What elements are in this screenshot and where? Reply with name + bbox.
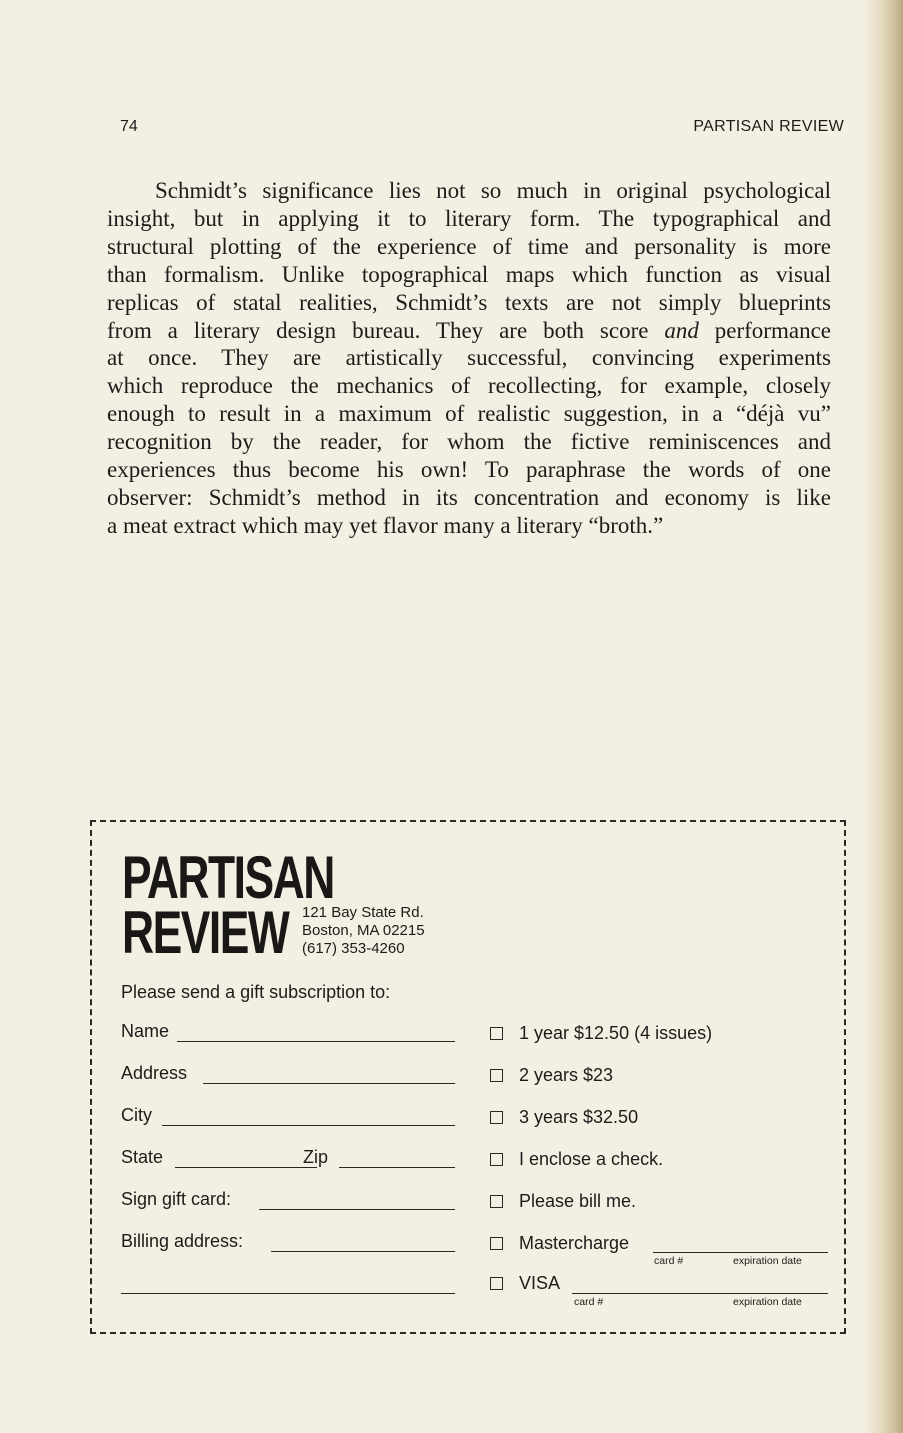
mastercharge-label: Mastercharge	[519, 1233, 630, 1253]
article-paragraph	[107, 177, 831, 540]
enclose-check-checkbox[interactable]	[490, 1153, 503, 1166]
publisher-address	[302, 904, 425, 958]
billing-address-label: Billing address:	[121, 1231, 244, 1251]
mastercharge-expiration-caption: expiration date	[733, 1255, 802, 1267]
text-line: enough to result in a maximum of realistic suggestion, in a “déjà vu”	[107, 401, 831, 427]
bill-me-checkbox[interactable]	[490, 1195, 503, 1208]
text-line-end: performance	[698, 317, 831, 343]
billing-address-extra-field[interactable]	[121, 1272, 455, 1298]
visa-expiration-caption: expiration date	[733, 1296, 802, 1308]
mastercharge-checkbox[interactable]	[490, 1237, 503, 1250]
billing-address-line	[271, 1251, 455, 1252]
mastercharge-card-line[interactable]	[653, 1252, 828, 1253]
sign-gift-card-label: Sign gift card:	[121, 1189, 232, 1209]
text-line: at once. They are artistically successful, convincing experiments	[107, 345, 831, 371]
text-line: a meat extract which may yet flavor many a literary “broth.”	[107, 512, 664, 538]
billing-address-field[interactable]	[121, 1230, 455, 1256]
text-line: observer: Schmidt’s method in its concentration and economy is like	[107, 484, 831, 510]
city-label: City	[121, 1105, 152, 1125]
one-year-checkbox[interactable]	[490, 1027, 503, 1040]
text-line: recognition by the reader, for whom the fictive reminiscences and	[107, 429, 831, 455]
visa-card-number-caption: card #	[574, 1296, 604, 1308]
three-years-checkbox[interactable]	[490, 1111, 503, 1124]
city-field[interactable]	[121, 1104, 455, 1130]
one-year-label: 1 year $12.50 (4 issues)	[519, 1023, 713, 1043]
subscription-coupon	[90, 820, 846, 1334]
sign-gift-card-field[interactable]	[121, 1188, 455, 1214]
address-line	[203, 1083, 455, 1084]
zip-field[interactable]	[303, 1146, 455, 1172]
text-line-start: from a literary design bureau. They are both score	[107, 317, 665, 343]
text-line: which reproduce the mechanics of recollecting, for example, closely	[107, 373, 831, 399]
visa-checkbox[interactable]	[490, 1277, 503, 1290]
enclose-check-label: I enclose a check.	[519, 1149, 664, 1169]
name-label: Name	[121, 1021, 170, 1041]
bill-me-label: Please bill me.	[519, 1191, 637, 1211]
text-line: experiences thus become his own! To paraphrase the words of one	[107, 457, 831, 483]
visa-card-line[interactable]	[572, 1293, 828, 1294]
text-line: insight, but in applying it to literary form. The typographical and	[107, 205, 831, 231]
city-line	[162, 1125, 455, 1126]
page-edge-shadow	[863, 0, 903, 1433]
address-phone: (617) 353-4260	[302, 940, 405, 957]
text-line: replicas of statal realities, Schmidt’s texts are not simply blueprints	[107, 289, 831, 315]
name-line	[177, 1041, 455, 1042]
gift-intro: Please send a gift subscription to:	[121, 982, 391, 1002]
logo-line-review: REVIEW	[122, 899, 289, 966]
text-line: structural plotting of the experience of time and personality is more	[107, 233, 831, 259]
running-head	[120, 118, 844, 140]
zip-line	[339, 1167, 455, 1168]
zip-label: Zip	[303, 1147, 329, 1167]
italic-emphasis: and	[664, 317, 699, 343]
text-line	[107, 317, 831, 345]
address-city: Boston, MA 02215	[302, 922, 425, 939]
journal-title-header: PARTISAN REVIEW	[693, 118, 844, 135]
address-street: 121 Bay State Rd.	[302, 904, 424, 921]
name-field[interactable]	[121, 1020, 455, 1046]
two-years-label: 2 years $23	[519, 1065, 614, 1085]
address-label: Address	[121, 1063, 188, 1083]
text-line: than formalism. Unlike topographical maps which function as visual	[107, 261, 831, 287]
state-label: State	[121, 1147, 164, 1167]
state-line	[175, 1167, 317, 1168]
address-field[interactable]	[121, 1062, 455, 1088]
page-number: 74	[120, 118, 138, 135]
state-field[interactable]	[121, 1146, 321, 1172]
visa-label: VISA	[519, 1273, 561, 1293]
sign-gift-card-line	[259, 1209, 455, 1210]
text-line: Schmidt’s significance lies not so much in original psychological	[155, 178, 831, 203]
three-years-label: 3 years $32.50	[519, 1107, 639, 1127]
billing-address-extra-line	[121, 1293, 455, 1294]
mastercharge-card-number-caption: card #	[654, 1255, 684, 1267]
logo-line-partisan: PARTISAN	[122, 844, 334, 911]
two-years-checkbox[interactable]	[490, 1069, 503, 1082]
